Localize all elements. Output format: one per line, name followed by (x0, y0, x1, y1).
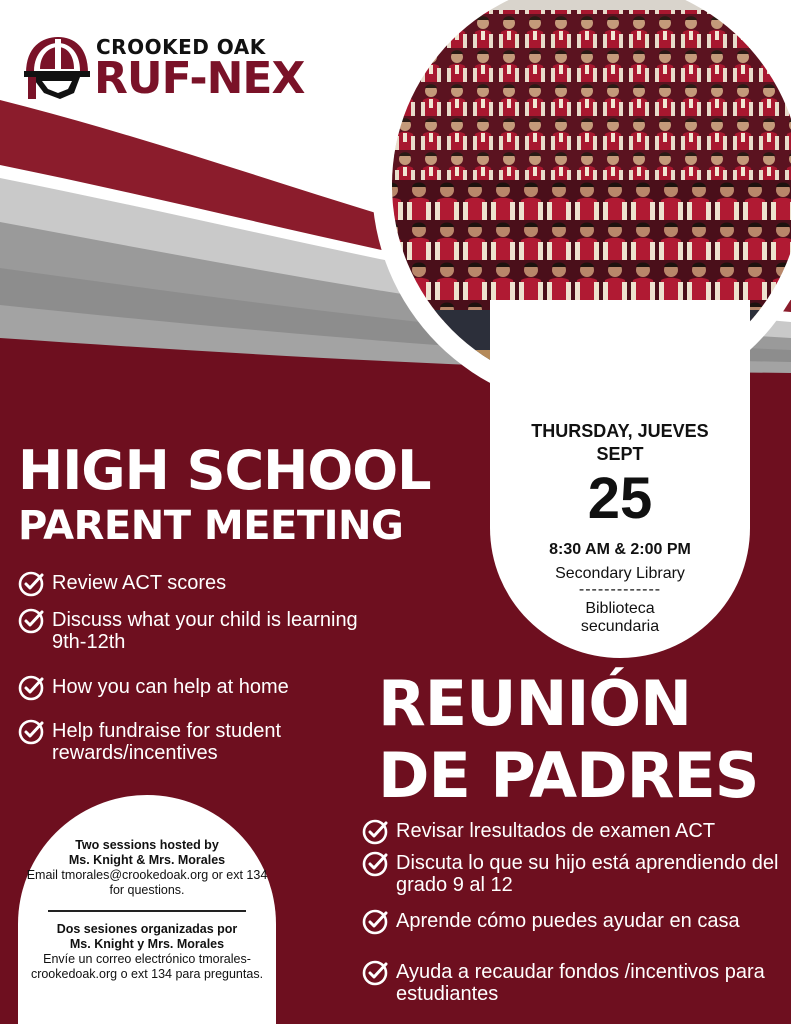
check-circle-icon (18, 607, 46, 635)
agenda-text: How you can help at home (52, 676, 289, 698)
event-location-es: Biblioteca secundaria (580, 600, 660, 635)
title-en-line1: HIGH SCHOOL (18, 439, 431, 502)
list-item (18, 609, 368, 653)
agenda-text: Discuss what your child is learning 9th-12th (52, 609, 358, 653)
helmet-logo-icon (22, 33, 92, 103)
agenda-text: Help fundraise for student rewards/incentives (52, 720, 282, 764)
contact-es-heading2: Ms. Knight y Mrs. Morales (69, 937, 225, 951)
check-circle-icon (362, 908, 390, 936)
list-item (362, 852, 782, 896)
title-english (18, 440, 488, 550)
contact-info-box (18, 795, 276, 1024)
contact-spanish (22, 922, 272, 982)
list-item (362, 961, 782, 1005)
check-circle-icon (18, 570, 46, 598)
contact-es-heading1: Dos sesiones organizadas por (56, 922, 238, 936)
event-month: SEPT (596, 444, 644, 464)
school-logo (22, 33, 342, 108)
contact-es-body: Envíe un correo electrónico tmorales-crookedoak.org o ext 134 para preguntas. (30, 952, 264, 981)
contact-divider (48, 910, 246, 912)
logo-main-text: RUF-NEX (94, 53, 305, 104)
agenda-text: Review ACT scores (52, 572, 227, 594)
check-circle-icon (362, 818, 390, 846)
check-circle-icon (18, 718, 46, 746)
event-times: 8:30 AM & 2:00 PM (549, 541, 691, 558)
title-spanish (378, 668, 778, 812)
title-en-line2: PARENT MEETING (18, 503, 404, 549)
check-circle-icon (362, 850, 390, 878)
list-item (362, 820, 715, 846)
list-item (18, 720, 368, 764)
contact-en-body: Email tmorales@crookedoak.org or ext 134 for questions. (26, 868, 268, 897)
contact-english (26, 838, 268, 898)
check-circle-icon (362, 959, 390, 987)
event-date-number: 25 (587, 466, 653, 531)
contact-en-heading2: Ms. Knight & Mrs. Morales (68, 853, 226, 867)
list-item (18, 572, 226, 598)
location-separator: ------------- (578, 581, 662, 598)
contact-en-heading1: Two sessions hosted by (75, 838, 219, 852)
title-es-line2: DE PADRES (378, 739, 759, 812)
agenda-text: Ayuda a recaudar fondos /incentivos para estudiantes (396, 961, 765, 1005)
agenda-text: Aprende cómo puedes ayudar en casa (396, 910, 740, 932)
list-item (18, 676, 289, 702)
list-item (362, 910, 740, 936)
agenda-text: Discuta lo que su hijo está aprendiendo del grado 9 al 12 (396, 852, 779, 896)
event-location-en: Secondary Library (555, 565, 685, 582)
event-day: THURSDAY, JUEVES (531, 421, 709, 441)
logo-top-text: CROOKED OAK (96, 35, 266, 59)
check-circle-icon (18, 674, 46, 702)
agenda-text: Revisar lresultados de examen ACT (396, 820, 716, 842)
title-es-line1: REUNIÓN (378, 667, 691, 740)
event-date-badge (490, 300, 750, 658)
